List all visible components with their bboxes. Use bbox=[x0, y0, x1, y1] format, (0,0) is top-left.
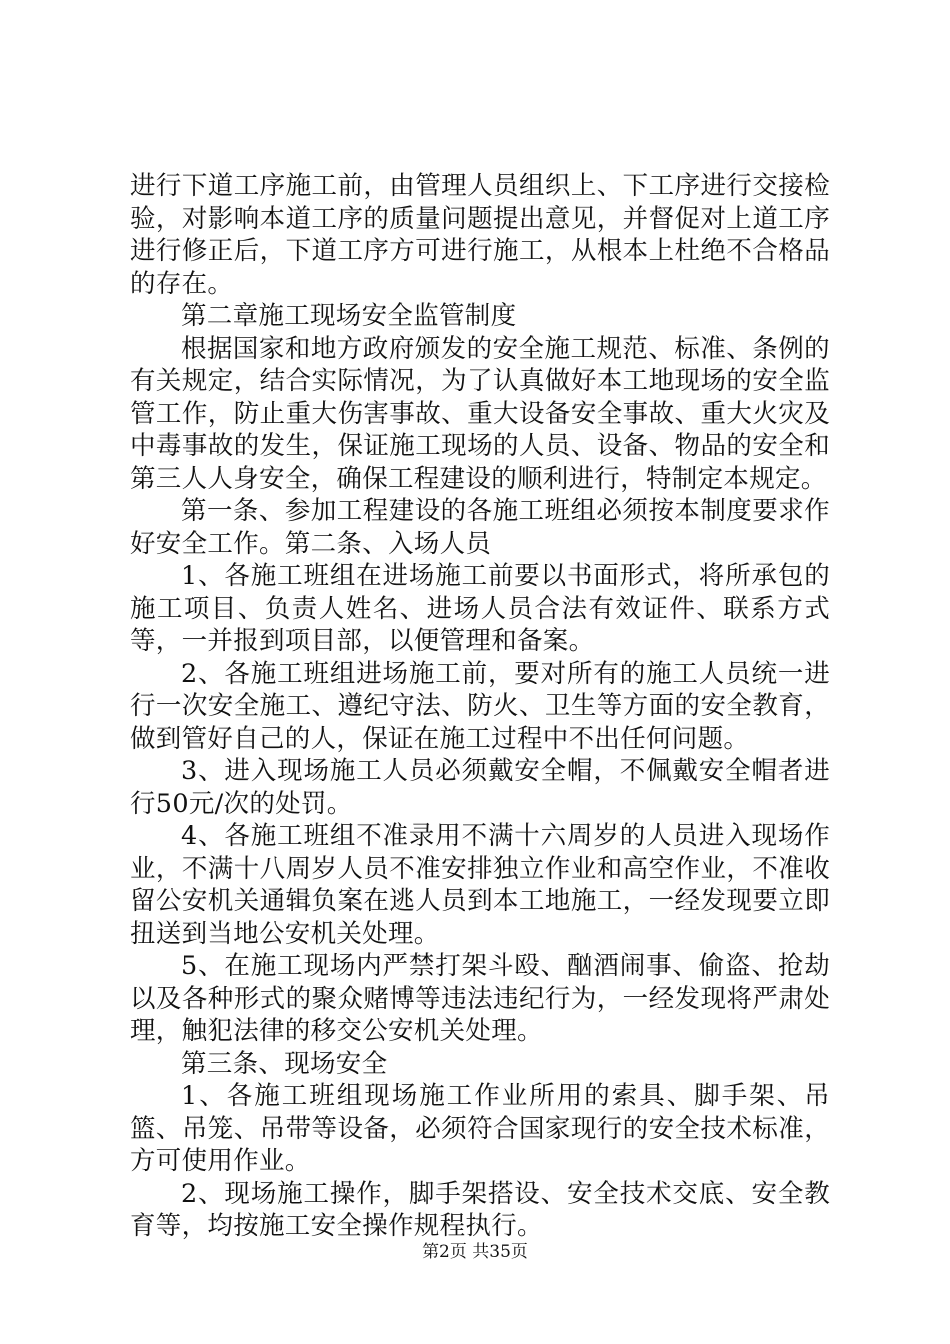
paragraph: 3、进入现场施工人员必须戴安全帽，不佩戴安全帽者进行50元/次的处罚。 bbox=[130, 756, 830, 819]
paragraph: 5、在施工现场内严禁打架斗殴、酗酒闹事、偷盗、抢劫以及各种形式的聚众赌博等违法违纪行为，一经发现将严肃处理，触犯法律的移交公安机关处理。 bbox=[130, 951, 830, 1046]
paragraph: 根据国家和地方政府颁发的安全施工规范、标准、条例的有关规定，结合实际情况，为了认真做好本工地现场的安全监管工作，防止重大伤害事故、重大设备安全事故、重大火灾及中毒事故的发生，保证施工现场的人员、设备、物品的安全和第三人人身安全，确保工程建设的顺利进行，特制定本规定。 bbox=[130, 333, 830, 494]
paragraph: 进行下道工序施工前，由管理人员组织上、下工序进行交接检验，对影响本道工序的质量问题提出意见，并督促对上道工序进行修正后，下道工序方可进行施工，从根本上杜绝不合格品的存在。 bbox=[130, 171, 830, 299]
paragraph: 1、各施工班组在进场施工前要以书面形式，将所承包的施工项目、负责人姓名、进场人员合法有效证件、联系方式等，一并报到项目部，以便管理和备案。 bbox=[130, 561, 830, 656]
page-footer bbox=[0, 1241, 950, 1263]
chapter-heading: 第二章施工现场安全监管制度 bbox=[181, 301, 517, 331]
paragraph: 4、各施工班组不准录用不满十六周岁的人员进入现场作业，不满十八周岁人员不准安排独立作业和高空作业，不准收留公安机关通辑负案在逃人员到本工地施工，一经发现要立即扭送到当地公安机关处理。 bbox=[130, 821, 830, 949]
document-body bbox=[130, 170, 830, 1243]
page-number-label: 第2页 共35页 bbox=[422, 1242, 528, 1262]
section-heading: 第三条、现场安全 bbox=[181, 1048, 388, 1079]
paragraph: 1、各施工班组现场施工作业所用的索具、脚手架、吊篮、吊笼、吊带等设备，必须符合国家现行的安全技术标准，方可使用作业。 bbox=[130, 1081, 830, 1176]
paragraph: 第一条、参加工程建设的各施工班组必须按本制度要求作好安全工作。第二条、入场人员 bbox=[130, 496, 830, 559]
paragraph: 2、各施工班组进场施工前，要对所有的施工人员统一进行一次安全施工、遵纪守法、防火、卫生等方面的安全教育，做到管好自己的人，保证在施工过程中不出任何问题。 bbox=[130, 658, 830, 754]
paragraph: 2、现场施工操作，脚手架搭设、安全技术交底、安全教育等，均按施工安全操作规程执行。 bbox=[130, 1178, 830, 1241]
